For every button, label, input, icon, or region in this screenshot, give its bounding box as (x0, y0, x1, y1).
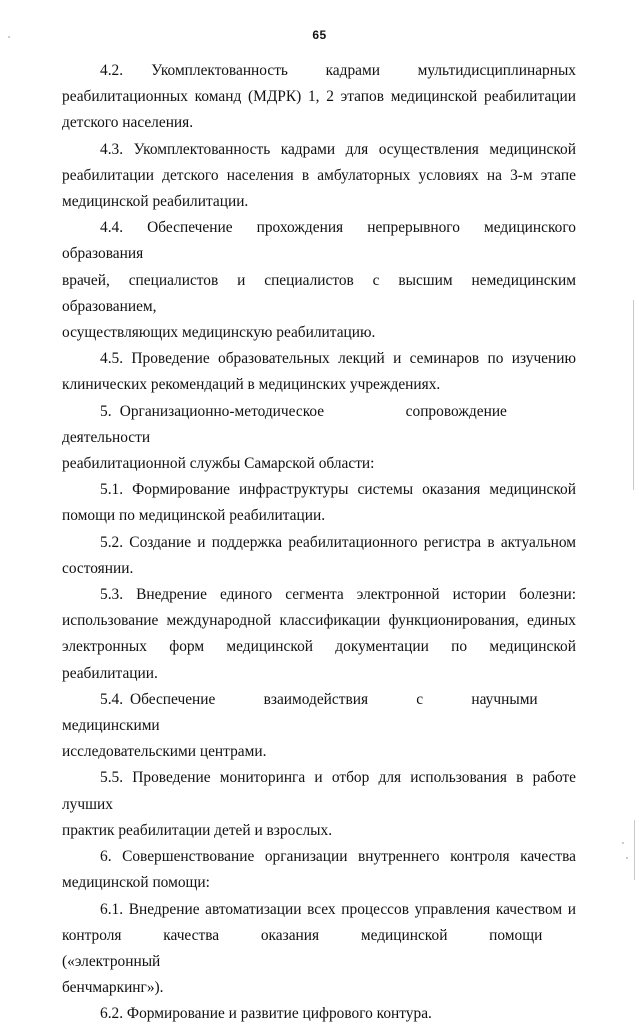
paragraph-line: реабилитации детского населения в амбулаторных условиях на 3-м этапе (62, 166, 576, 184)
scan-edge-line (634, 820, 635, 880)
paragraph-line: реабилитационной службы Самарской области: (62, 455, 375, 473)
paragraph-line: 4.4. Обеспечение прохождения непрерывного медицинского образования (62, 219, 576, 263)
paragraph-line: реабилитационных команд (МДРК) 1, 2 этапов медицинской реабилитации (62, 88, 576, 106)
paragraph-line: электронных форм медицинской документации по медицинской реабилитации. (62, 638, 576, 682)
paragraph-4-3 (62, 137, 576, 216)
paragraph-6-2 (62, 1001, 576, 1027)
paragraph-5-4 (62, 687, 576, 766)
paragraph-line: 5.3. Внедрение единого сегмента электронной истории болезни: (100, 586, 576, 604)
paragraph-5 (62, 399, 576, 478)
paragraph-5-3 (62, 582, 576, 687)
paragraph-line: 5.5. Проведение мониторинга и отбор для использования в работе лучших (62, 769, 576, 813)
page-number: 65 (312, 28, 327, 42)
paragraph-line: осуществляющих медицинскую реабилитацию. (62, 324, 376, 342)
paragraph-line: 4.2. Укомплектованность кадрами мультидисциплинарных (100, 62, 576, 79)
paragraph-line: помощи по медицинской реабилитации. (62, 507, 326, 525)
paragraph-line: 6. Совершенствование организации внутреннего контроля качества (100, 848, 576, 866)
paragraph-line: бенчмаркинг»). (62, 979, 164, 997)
paragraph-line: клинических рекомендаций в медицинских учреждениях. (62, 376, 441, 394)
paragraph-line: контроля качества оказания медицинской помощи («электронный (62, 926, 576, 970)
scan-speck (8, 36, 10, 38)
scan-speck (626, 857, 628, 859)
paragraph-6-1 (62, 897, 576, 1002)
paragraph-line: практик реабилитации детей и взрослых. (62, 821, 333, 839)
paragraph-5-2 (62, 530, 576, 582)
paragraph-line: 6.2. Формирование и развитие цифрового контура. (100, 1005, 432, 1023)
paragraph-line: использование международной классификации функционирования, единых (62, 612, 576, 630)
paragraph-line: медицинской помощи: (62, 874, 210, 892)
paragraph-5-1 (62, 477, 576, 529)
paragraph-line: медицинской реабилитации. (62, 193, 249, 211)
paragraph-4-5 (62, 346, 576, 398)
paragraph-5-5 (62, 765, 576, 844)
scan-edge-line (633, 300, 634, 490)
paragraph-line: состоянии. (62, 559, 134, 577)
paragraph-4-4 (62, 215, 576, 346)
paragraph-4-2 (62, 58, 576, 137)
paragraph-line: детского населения. (62, 114, 194, 132)
paragraph-line: исследовательскими центрами. (62, 743, 267, 761)
document-body (62, 58, 576, 1028)
paragraph-line: 5. Организационно-методическое сопровождение деятельности (62, 402, 576, 446)
paragraph-line: врачей, специалистов и специалистов с высшим немедицинским образованием, (62, 271, 576, 315)
paragraph-line: 5.2. Создание и поддержка реабилитационного регистра в актуальном (100, 533, 576, 551)
paragraph-line: 5.4. Обеспечение взаимодействия с научными медицинскими (62, 690, 576, 735)
scan-speck (622, 842, 624, 844)
paragraph-line: 4.5. Проведение образовательных лекций и семинаров по изучению (100, 350, 576, 368)
paragraph-line: 6.1. Внедрение автоматизации всех процессов управления качеством и (100, 900, 576, 918)
paragraph-6 (62, 844, 576, 896)
paragraph-line: 5.1. Формирование инфраструктуры системы оказания медицинской (100, 481, 576, 499)
paragraph-line: 4.3. Укомплектованность кадрами для осуществления медицинской (100, 140, 576, 158)
